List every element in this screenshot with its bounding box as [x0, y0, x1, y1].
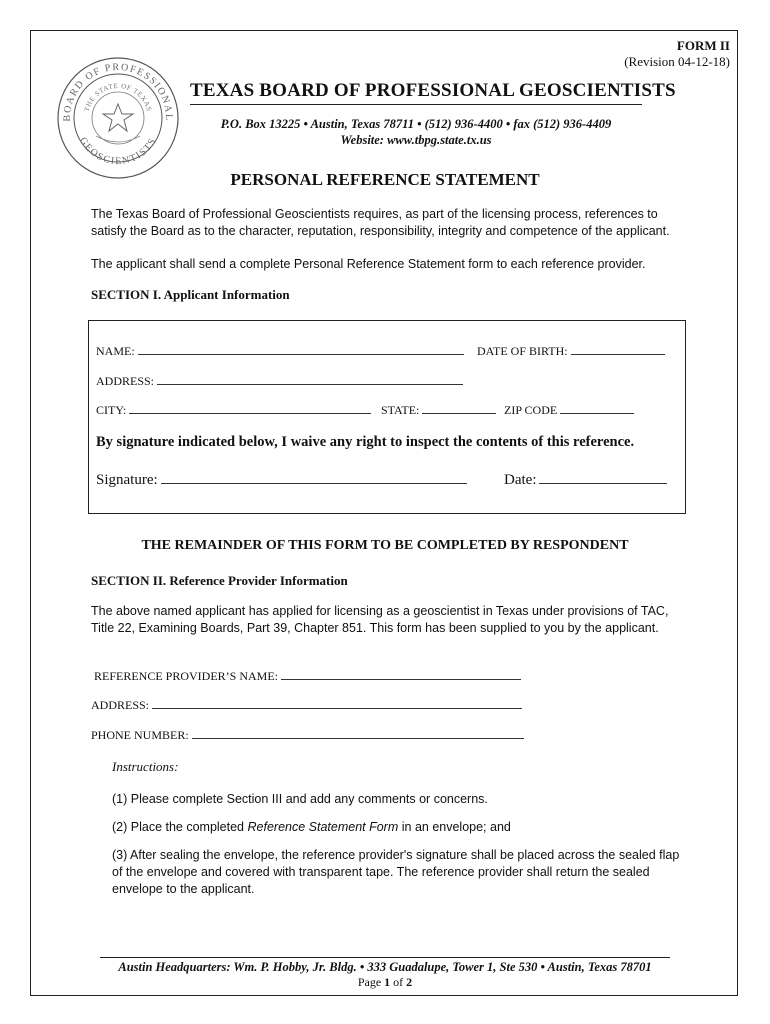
waiver-statement: By signature indicated below, I waive any right to inspect the contents of this reference.	[96, 434, 635, 450]
board-name: TEXAS BOARD OF PROFESSIONAL GEOSCIENTISTS	[190, 80, 676, 101]
header-divider	[190, 104, 642, 105]
instruction-3: (3) After sealing the envelope, the reference provider's signature shall be placed across the sealed flap of the envelope and covered with transparent tape. The reference provider shall return the sealed envelope to the applicant.	[112, 848, 680, 896]
instruction-2-text: (2) Place the completed	[112, 820, 248, 834]
state-label: STATE:	[381, 403, 420, 417]
provider-address-label: ADDRESS:	[91, 698, 150, 712]
respondent-notice: THE REMAINDER OF THIS FORM TO BE COMPLETED BY RESPONDENT	[141, 538, 629, 553]
zip-label: ZIP CODE	[504, 403, 558, 417]
state-field[interactable]	[381, 403, 496, 418]
dob-label: DATE OF BIRTH:	[477, 344, 568, 358]
zip-input-line[interactable]	[560, 403, 634, 414]
page-current: 1	[384, 975, 391, 989]
footer-address: Austin Headquarters: Wm. P. Hobby, Jr. Bldg. • 333 Guadalupe, Tower 1, Ste 530 • Austin, Texas 78701	[118, 960, 652, 974]
provider-name-field[interactable]	[94, 669, 521, 684]
intro-paragraph: The Texas Board of Professional Geoscientists requires, as part of the licensing process, references to satisfy the Board as to the character, reputation, responsibility, integrity and competence of the applicant.	[91, 207, 670, 238]
signature-date-label: Date:	[504, 472, 537, 488]
section-2-intro: The above named applicant has applied for licensing as a geoscientist in Texas under provisions of TAC, Title 22, Examining Boards, Part 39, Chapter 851. This form has been supplied to you by the applicant.	[91, 604, 669, 635]
instruction-2-text-end: in an envelope; and	[398, 820, 511, 834]
svg-text:BOARD OF PROFESSIONAL: BOARD OF PROFESSIONAL	[61, 61, 175, 122]
document-title: PERSONAL REFERENCE STATEMENT	[230, 170, 540, 189]
city-field[interactable]	[96, 403, 371, 418]
instruction-2-form-name: Reference Statement Form	[247, 820, 399, 834]
instruction-2	[112, 819, 692, 836]
signature-label: Signature:	[96, 472, 158, 488]
instruction-1: (1) Please complete Section III and add any comments or concerns.	[112, 792, 488, 806]
instructions-heading: Instructions:	[112, 759, 179, 774]
form-revision: (Revision 04-12-18)	[624, 54, 730, 69]
provider-phone-input-line[interactable]	[192, 728, 524, 739]
signature-field[interactable]	[96, 470, 467, 489]
city-label: CITY:	[96, 403, 127, 417]
dob-input-line[interactable]	[571, 344, 665, 355]
page-of: of	[390, 975, 407, 989]
page-total: 2	[406, 975, 413, 989]
address-label: ADDRESS:	[96, 374, 155, 388]
state-input-line[interactable]	[422, 403, 496, 414]
city-input-line[interactable]	[129, 403, 371, 414]
name-input-line[interactable]	[138, 344, 464, 355]
provider-address-input-line[interactable]	[152, 698, 522, 709]
provider-phone-field[interactable]	[91, 728, 524, 743]
section-2-heading: SECTION II. Reference Provider Information	[91, 573, 348, 588]
form-identifier	[624, 38, 730, 70]
provider-address-field[interactable]	[91, 698, 522, 713]
provider-name-input-line[interactable]	[281, 669, 521, 680]
board-contact	[190, 116, 642, 148]
signature-date-input-line[interactable]	[539, 470, 667, 484]
page-prefix: Page	[357, 975, 385, 989]
form-number: FORM II	[676, 38, 730, 53]
date-of-birth-field[interactable]	[477, 344, 665, 359]
website-line: Website: www.tbpg.state.tx.us	[340, 133, 492, 147]
state-seal-icon	[56, 56, 180, 180]
page-number	[0, 975, 770, 990]
zip-field[interactable]	[504, 403, 634, 418]
signature-input-line[interactable]	[161, 470, 467, 484]
address-input-line[interactable]	[157, 374, 463, 385]
section-1-heading: SECTION I. Applicant Information	[91, 287, 290, 302]
svg-text:THE STATE OF TEXAS: THE STATE OF TEXAS	[82, 81, 154, 113]
applicant-instruction: The applicant shall send a complete Personal Reference Statement form to each reference provider.	[91, 257, 646, 271]
name-label: NAME:	[96, 344, 135, 358]
signature-date-field[interactable]	[504, 470, 667, 489]
footer-divider	[100, 957, 670, 958]
provider-phone-label: PHONE NUMBER:	[91, 728, 189, 742]
contact-line: P.O. Box 13225 • Austin, Texas 78711 • (512) 936-4400 • fax (512) 936-4409	[220, 117, 612, 131]
name-field[interactable]	[96, 344, 464, 359]
svg-text:GEOSCIENTISTS: GEOSCIENTISTS	[77, 135, 159, 168]
address-field[interactable]	[96, 374, 463, 389]
provider-name-label: REFERENCE PROVIDER’S NAME:	[94, 669, 279, 683]
